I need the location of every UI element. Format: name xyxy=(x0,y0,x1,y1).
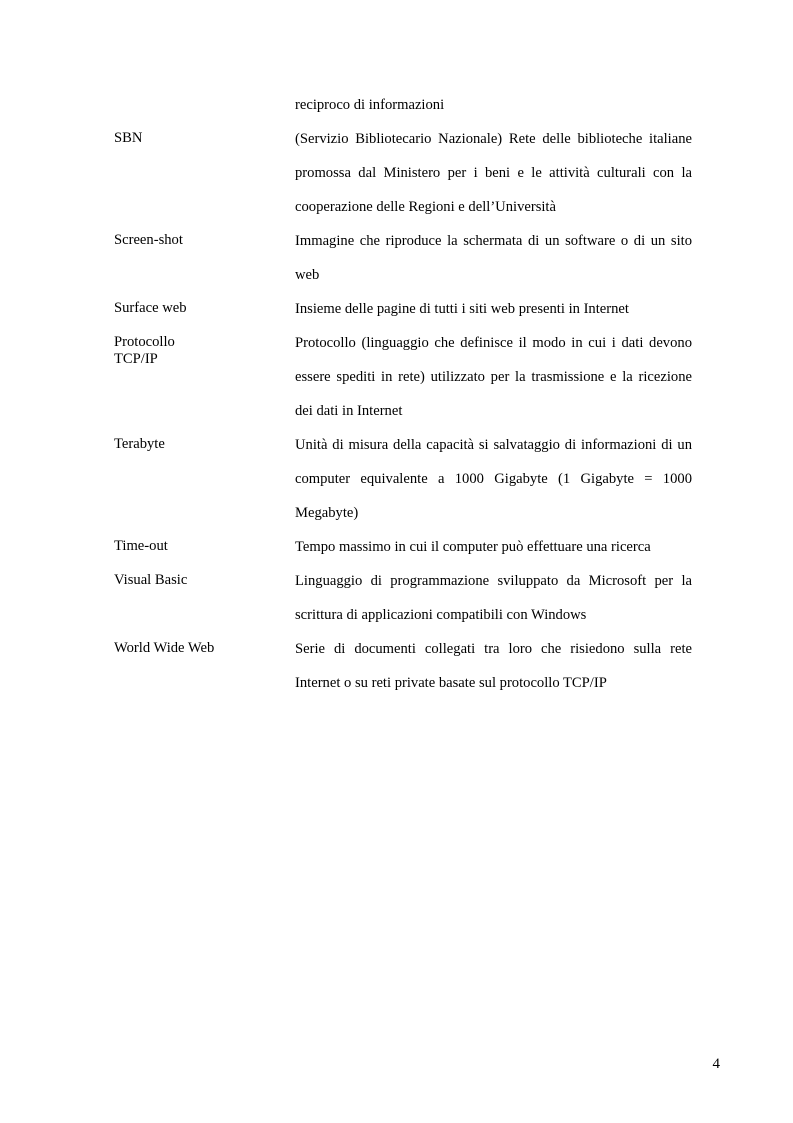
glossary-definition: Unità di misura della capacità si salvataggio di informazioni di un computer equivalente a 1000 Gigabyte (1 Gigabyte = 1000 Megabyte) xyxy=(295,437,692,521)
glossary-entry-world-wide-web xyxy=(114,632,692,700)
glossary-continuation-text: reciproco di informazioni xyxy=(295,97,445,113)
glossary-term: Terabyte xyxy=(114,436,165,452)
glossary-term: Screen-shot xyxy=(114,232,183,248)
glossary-entry-terabyte xyxy=(114,428,692,530)
glossary-definition: Insieme delle pagine di tutti i siti web presenti in Internet xyxy=(295,301,629,317)
glossary-definition: Immagine che riproduce la schermata di un software o di un sito web xyxy=(295,233,692,283)
glossary-term: Surface web xyxy=(114,300,187,316)
glossary-term: Protocollo TCP/IP xyxy=(114,334,175,367)
glossary-entry-sbn xyxy=(114,122,692,224)
glossary-entry-screen-shot xyxy=(114,224,692,292)
glossary-term: SBN xyxy=(114,130,143,146)
glossary-definition: Serie di documenti collegati tra loro che risiedono sulla rete Internet o su reti private basate sul protocollo TCP/IP xyxy=(295,641,692,691)
glossary-term: Visual Basic xyxy=(114,572,188,588)
glossary-entry-protocollo-tcp-ip xyxy=(114,326,692,428)
glossary-entry-time-out xyxy=(114,530,692,564)
glossary-definition: (Servizio Bibliotecario Nazionale) Rete delle biblioteche italiane promossa dal Ministero per i beni e le attività culturali con la cooperazione delle Regioni e dell’Università xyxy=(295,131,692,215)
glossary-entry-surface-web xyxy=(114,292,692,326)
glossary-definition: Protocollo (linguaggio che definisce il modo in cui i dati devono essere spediti in rete) utilizzato per la trasmissione e la ricezione dei dati in Internet xyxy=(295,335,692,419)
page-number: 4 xyxy=(712,1056,720,1072)
glossary-term: World Wide Web xyxy=(114,640,215,656)
glossary-definition: Linguaggio di programmazione sviluppato da Microsoft per la scrittura di applicazioni compatibili con Windows xyxy=(295,573,692,623)
glossary-list xyxy=(114,88,692,700)
glossary-entry-visual-basic xyxy=(114,564,692,632)
glossary-definition: Tempo massimo in cui il computer può effettuare una ricerca xyxy=(295,539,651,555)
glossary-term: Time-out xyxy=(114,538,168,554)
